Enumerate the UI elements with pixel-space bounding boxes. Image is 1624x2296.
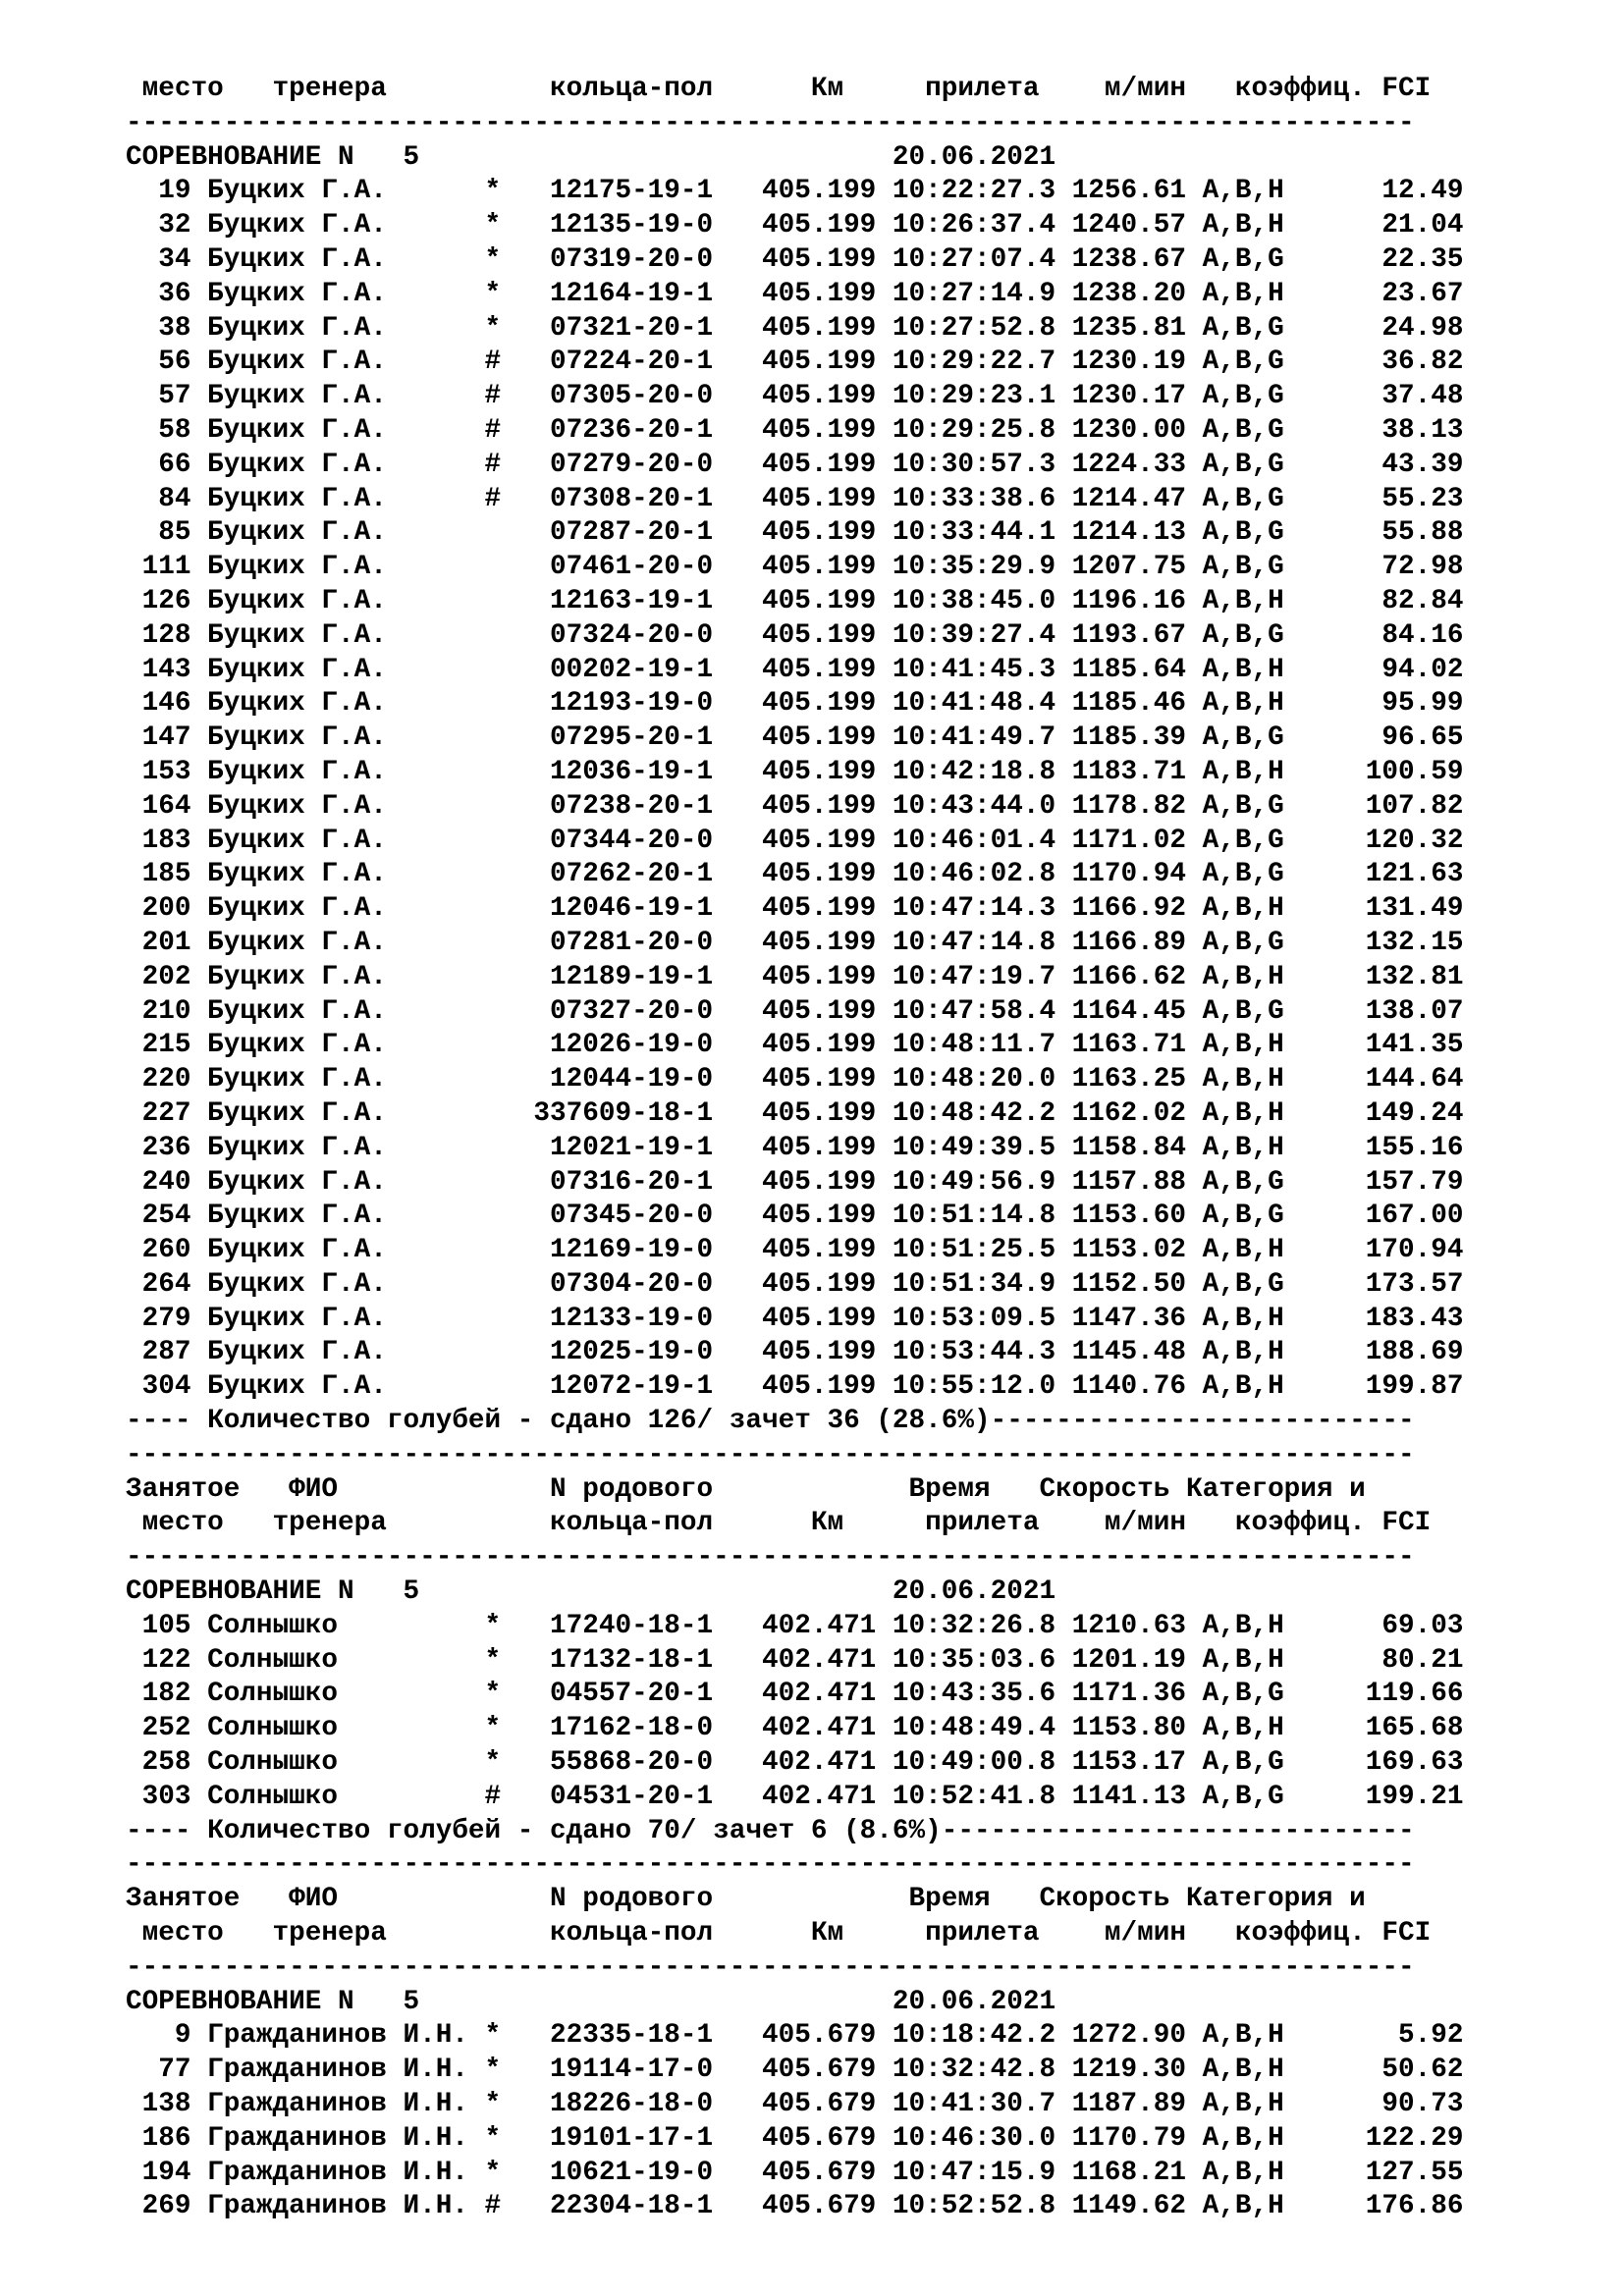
result-row: 183 Буцких Г.А. 07344-20-0 405.199 10:46:01.4 1171.02 A,B,G 120.32	[126, 825, 1464, 856]
result-row: 19 Буцких Г.А. * 12175-19-1 405.199 10:22:27.3 1256.61 A,B,H 12.49	[126, 176, 1464, 207]
result-row: 38 Буцких Г.А. * 07321-20-1 405.199 10:27:52.8 1235.81 A,B,G 24.98	[126, 312, 1464, 344]
result-row: 128 Буцких Г.А. 07324-20-0 405.199 10:39:27.4 1193.67 A,B,G 84.16	[126, 619, 1464, 651]
separator-rule: -------------------------------------------------------------------------------	[126, 1951, 1415, 1983]
column-header-line: Занятое ФИО N родового Время Скорость Категория и	[126, 1884, 1366, 1915]
result-row: 201 Буцких Г.А. 07281-20-0 405.199 10:47:14.8 1166.89 A,B,G 132.15	[126, 927, 1464, 958]
competition-heading: СОРЕВНОВАНИЕ N 5 20.06.2021	[126, 141, 1056, 173]
result-row: 147 Буцких Г.А. 07295-20-1 405.199 10:41:49.7 1185.39 A,B,G 96.65	[126, 722, 1464, 754]
result-row: 287 Буцких Г.А. 12025-19-0 405.199 10:53:44.3 1145.48 A,B,H 188.69	[126, 1337, 1464, 1368]
column-header-line: место тренера кольца-пол Км прилета м/мин коэффиц. FCI	[126, 1918, 1432, 1949]
separator-rule: -------------------------------------------------------------------------------	[126, 1542, 1415, 1574]
separator-rule: -------------------------------------------------------------------------------	[126, 107, 1415, 138]
result-row: 215 Буцких Г.А. 12026-19-0 405.199 10:48:11.7 1163.71 A,B,H 141.35	[126, 1030, 1464, 1061]
result-row: 105 Солнышко * 17240-18-1 402.471 10:32:26.8 1210.63 A,B,H 69.03	[126, 1610, 1464, 1641]
column-header-line: место тренера кольца-пол Км прилета м/мин коэффиц. FCI	[126, 1508, 1432, 1539]
pigeon-count-summary: ---- Количество голубей - сдано 126/ зачет 36 (28.6%)--------------------------	[126, 1406, 1415, 1437]
result-row: 143 Буцких Г.А. 00202-19-1 405.199 10:41:45.3 1185.64 A,B,H 94.02	[126, 654, 1464, 685]
result-row: 194 Гражданинов И.Н. * 10621-19-0 405.679 10:47:15.9 1168.21 A,B,H 127.55	[126, 2157, 1464, 2188]
result-row: 279 Буцких Г.А. 12133-19-0 405.199 10:53:09.5 1147.36 A,B,H 183.43	[126, 1303, 1464, 1334]
result-row: 304 Буцких Г.А. 12072-19-1 405.199 10:55:12.0 1140.76 A,B,H 199.87	[126, 1371, 1464, 1403]
result-row: 57 Буцких Г.А. # 07305-20-0 405.199 10:29:23.1 1230.17 A,B,G 37.48	[126, 381, 1464, 412]
result-row: 186 Гражданинов И.Н. * 19101-17-1 405.679 10:46:30.0 1170.79 A,B,H 122.29	[126, 2122, 1464, 2154]
result-row: 34 Буцких Г.А. * 07319-20-0 405.199 10:27:07.4 1238.67 A,B,G 22.35	[126, 243, 1464, 275]
result-row: 202 Буцких Г.А. 12189-19-1 405.199 10:47:19.7 1166.62 A,B,H 132.81	[126, 961, 1464, 992]
result-row: 138 Гражданинов И.Н. * 18226-18-0 405.679 10:41:30.7 1187.89 A,B,H 90.73	[126, 2089, 1464, 2120]
result-row: 185 Буцких Г.А. 07262-20-1 405.199 10:46:02.8 1170.94 A,B,G 121.63	[126, 859, 1464, 890]
result-row: 236 Буцких Г.А. 12021-19-1 405.199 10:49:39.5 1158.84 A,B,H 155.16	[126, 1132, 1464, 1163]
result-row: 252 Солнышко * 17162-18-0 402.471 10:48:49.4 1153.80 A,B,H 165.68	[126, 1713, 1464, 1744]
result-row: 58 Буцких Г.А. # 07236-20-1 405.199 10:29:25.8 1230.00 A,B,G 38.13	[126, 414, 1464, 446]
result-row: 32 Буцких Г.А. * 12135-19-0 405.199 10:26:37.4 1240.57 A,B,H 21.04	[126, 210, 1464, 241]
pigeon-count-summary: ---- Количество голубей - сдано 70/ зачет 6 (8.6%)-----------------------------	[126, 1815, 1415, 1846]
result-row: 9 Гражданинов И.Н. * 22335-18-1 405.679 10:18:42.2 1272.90 A,B,H 5.92	[126, 2020, 1464, 2052]
result-row: 146 Буцких Г.А. 12193-19-0 405.199 10:41:48.4 1185.46 A,B,H 95.99	[126, 688, 1464, 720]
result-row: 85 Буцких Г.А. 07287-20-1 405.199 10:33:44.1 1214.13 A,B,G 55.88	[126, 517, 1464, 549]
result-row: 200 Буцких Г.А. 12046-19-1 405.199 10:47:14.3 1166.92 A,B,H 131.49	[126, 893, 1464, 925]
competition-heading: СОРЕВНОВАНИЕ N 5 20.06.2021	[126, 1576, 1056, 1608]
result-row: 220 Буцких Г.А. 12044-19-0 405.199 10:48:20.0 1163.25 A,B,H 144.64	[126, 1064, 1464, 1095]
result-row: 56 Буцких Г.А. # 07224-20-1 405.199 10:29:22.7 1230.19 A,B,G 36.82	[126, 347, 1464, 378]
separator-rule: -------------------------------------------------------------------------------	[126, 1849, 1415, 1881]
column-header-line: Занятое ФИО N родового Время Скорость Категория и	[126, 1473, 1366, 1505]
race-results-report	[126, 73, 1463, 2224]
result-row: 36 Буцких Г.А. * 12164-19-1 405.199 10:27:14.9 1238.20 A,B,H 23.67	[126, 278, 1464, 309]
column-header-line: место тренера кольца-пол Км прилета м/мин коэффиц. FCI	[126, 74, 1432, 104]
result-row: 210 Буцких Г.А. 07327-20-0 405.199 10:47:58.4 1164.45 A,B,G 138.07	[126, 995, 1464, 1027]
result-row: 111 Буцких Г.А. 07461-20-0 405.199 10:35:29.9 1207.75 A,B,G 72.98	[126, 552, 1464, 583]
result-row: 126 Буцких Г.А. 12163-19-1 405.199 10:38:45.0 1196.16 A,B,H 82.84	[126, 585, 1464, 616]
result-row: 153 Буцких Г.А. 12036-19-1 405.199 10:42:18.8 1183.71 A,B,H 100.59	[126, 756, 1464, 787]
competition-heading: СОРЕВНОВАНИЕ N 5 20.06.2021	[126, 1986, 1056, 2017]
result-row: 264 Буцких Г.А. 07304-20-0 405.199 10:51:34.9 1152.50 A,B,G 173.57	[126, 1268, 1464, 1300]
result-row: 84 Буцких Г.А. # 07308-20-1 405.199 10:33:38.6 1214.47 A,B,G 55.23	[126, 483, 1464, 514]
result-row: 254 Буцких Г.А. 07345-20-0 405.199 10:51:14.8 1153.60 A,B,G 167.00	[126, 1201, 1464, 1232]
result-row: 240 Буцких Г.А. 07316-20-1 405.199 10:49:56.9 1157.88 A,B,G 157.79	[126, 1166, 1464, 1198]
result-row: 77 Гражданинов И.Н. * 19114-17-0 405.679 10:32:42.8 1219.30 A,B,H 50.62	[126, 2055, 1464, 2086]
result-row: 260 Буцких Г.А. 12169-19-0 405.199 10:51:25.5 1153.02 A,B,H 170.94	[126, 1235, 1464, 1266]
result-row: 227 Буцких Г.А. 337609-18-1 405.199 10:48:42.2 1162.02 A,B,H 149.24	[126, 1097, 1464, 1129]
result-row: 164 Буцких Г.А. 07238-20-1 405.199 10:43:44.0 1178.82 A,B,G 107.82	[126, 790, 1464, 822]
result-row: 258 Солнышко * 55868-20-0 402.471 10:49:00.8 1153.17 A,B,G 169.63	[126, 1747, 1464, 1779]
separator-rule: -------------------------------------------------------------------------------	[126, 1439, 1415, 1470]
result-row: 182 Солнышко * 04557-20-1 402.471 10:43:35.6 1171.36 A,B,G 119.66	[126, 1679, 1464, 1710]
result-row: 269 Гражданинов И.Н. # 22304-18-1 405.679 10:52:52.8 1149.62 A,B,H 176.86	[126, 2191, 1464, 2222]
result-row: 66 Буцких Г.А. # 07279-20-0 405.199 10:30:57.3 1224.33 A,B,G 43.39	[126, 449, 1464, 480]
result-row: 303 Солнышко # 04531-20-1 402.471 10:52:41.8 1141.13 A,B,G 199.21	[126, 1781, 1464, 1812]
result-row: 122 Солнышко * 17132-18-1 402.471 10:35:03.6 1201.19 A,B,H 80.21	[126, 1644, 1464, 1676]
